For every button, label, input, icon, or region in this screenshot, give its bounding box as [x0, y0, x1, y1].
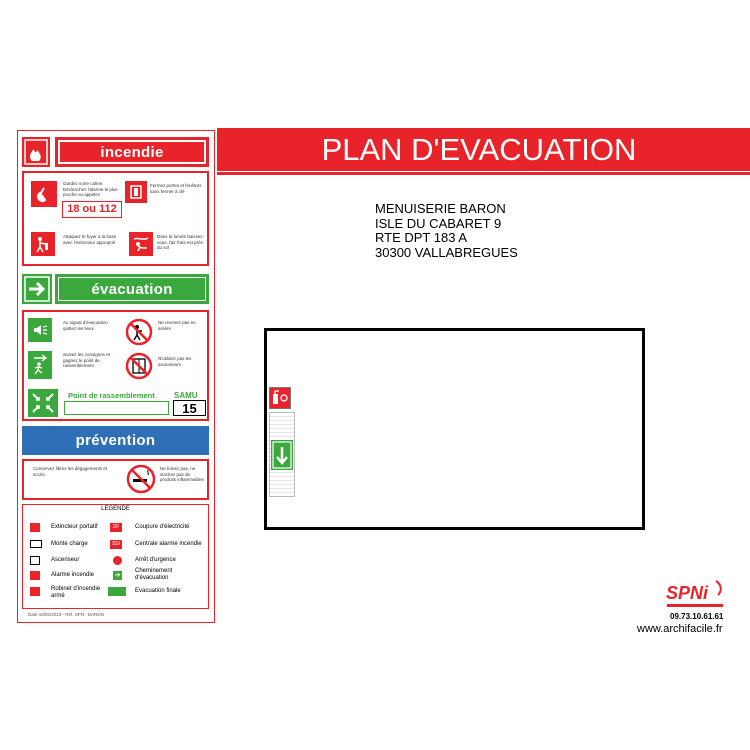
no-return-text: Ne revenez pas en arrière	[158, 320, 196, 331]
legend-fire-hose-icon	[30, 587, 40, 596]
address-city: 30300 VALLABREGUES	[375, 244, 518, 260]
website-link[interactable]: www.archifacile.fr	[637, 623, 723, 635]
prevention-header	[22, 426, 209, 455]
plan-extinguisher-icon	[269, 387, 291, 409]
company-name: MENUISERIE BARON	[375, 201, 506, 216]
legend-item-label: Centrale alarme incendie	[135, 541, 202, 547]
legend-title: LEGENDE	[101, 506, 130, 512]
legend-fire-alarm-panel-icon: SSI	[111, 541, 121, 547]
legend-electricity-icon: DF	[110, 523, 122, 532]
no-smoking-icon	[126, 464, 156, 494]
legend-item-label: Ascenseur	[51, 557, 80, 563]
assembly-point-icon	[28, 389, 58, 417]
doors-text: Fermez portes et fenêtres sans fermer à clé	[150, 183, 202, 194]
legend-item-label: Extincteur portatif	[51, 524, 98, 530]
incendie-header	[55, 137, 209, 167]
no-lift-text: N'utilisez pas les ascenseurs	[158, 356, 192, 367]
phone-icon	[31, 181, 57, 207]
company-phone: 09.73.10.61.61	[670, 612, 724, 621]
attack-text: Attaquez le foyer à la base avec l'extincteur approprié	[63, 234, 117, 245]
footer-reference: Date 10/02/2023 - Réf. SPN - BARON	[28, 612, 105, 617]
legend-fire-alarm-icon	[30, 571, 40, 580]
no-return-icon	[125, 318, 153, 346]
legend-lift-icon	[30, 556, 40, 565]
prevention-label: prévention	[75, 432, 156, 449]
plan-exit-arrow-icon	[271, 440, 293, 470]
fire-icon	[22, 137, 50, 167]
legend-item-label: Monte charge	[51, 541, 88, 547]
signal-text: Au signal d'évacuation quittez les lieux	[63, 320, 108, 331]
legend-final-exit-icon	[108, 587, 126, 596]
extinguisher-use-icon	[31, 232, 55, 256]
no-lift-icon	[125, 352, 153, 380]
alarm-signal-icon	[28, 318, 52, 342]
legend-item-label: Coupure d'électricité	[135, 524, 190, 530]
legend-item-label: Cheminement d'évacuation	[135, 568, 173, 581]
smoke-text: Dans la fumée baissez-vous, l'air frais est près du sol	[157, 234, 205, 250]
incendie-label: incendie	[58, 140, 206, 164]
evacuation-header	[55, 274, 209, 304]
legend-emergency-stop-icon	[113, 556, 122, 565]
no-smoke-text: Ne fumez pas, ne stockez pas de produits inflammables	[160, 466, 204, 482]
smoke-crawl-icon	[129, 232, 153, 256]
legend-item-label: Robinet d'incendie armé	[51, 586, 101, 599]
legend-item-label: Arrêt d'urgence	[135, 557, 176, 563]
emergency-number: 18 ou 112	[62, 201, 122, 218]
title-underline	[217, 172, 750, 175]
exit-text: Suivez les consignes et gagnez le point de rassemblement	[63, 352, 111, 368]
evacuation-label: évacuation	[58, 277, 206, 301]
samu-number: 15	[173, 400, 206, 416]
samu-label: SAMU	[174, 391, 198, 400]
legend-evacuation-route-icon: ➔	[114, 572, 121, 579]
legend-item-label: Evacuation finale	[135, 588, 181, 594]
legend-extinguisher-icon	[30, 523, 40, 532]
page-title: PLAN D'EVACUATION	[321, 132, 637, 167]
company-logo	[664, 577, 728, 613]
alarm-text: Gardez votre calme. Déclenchez l'alarme le plus proche ou appelez	[63, 181, 118, 197]
legend-goods-lift-icon	[30, 540, 42, 548]
legend-item-label: Alarme incendie	[51, 572, 95, 578]
keep-clear-text: Conservez libres les dégagements et accès	[33, 466, 108, 477]
svg-text:SPNi: SPNi	[666, 583, 709, 603]
address-street: ISLE DU CABARET 9	[375, 215, 502, 231]
running-man-icon	[28, 351, 52, 379]
exit-arrow-icon	[22, 274, 52, 304]
door-icon	[125, 181, 147, 203]
assembly-point-field	[64, 401, 169, 415]
site-address	[375, 202, 518, 260]
assembly-label: Point de rassemblement	[68, 391, 155, 400]
address-road: RTE DPT 183 A	[375, 230, 468, 245]
floor-plan	[264, 328, 645, 530]
